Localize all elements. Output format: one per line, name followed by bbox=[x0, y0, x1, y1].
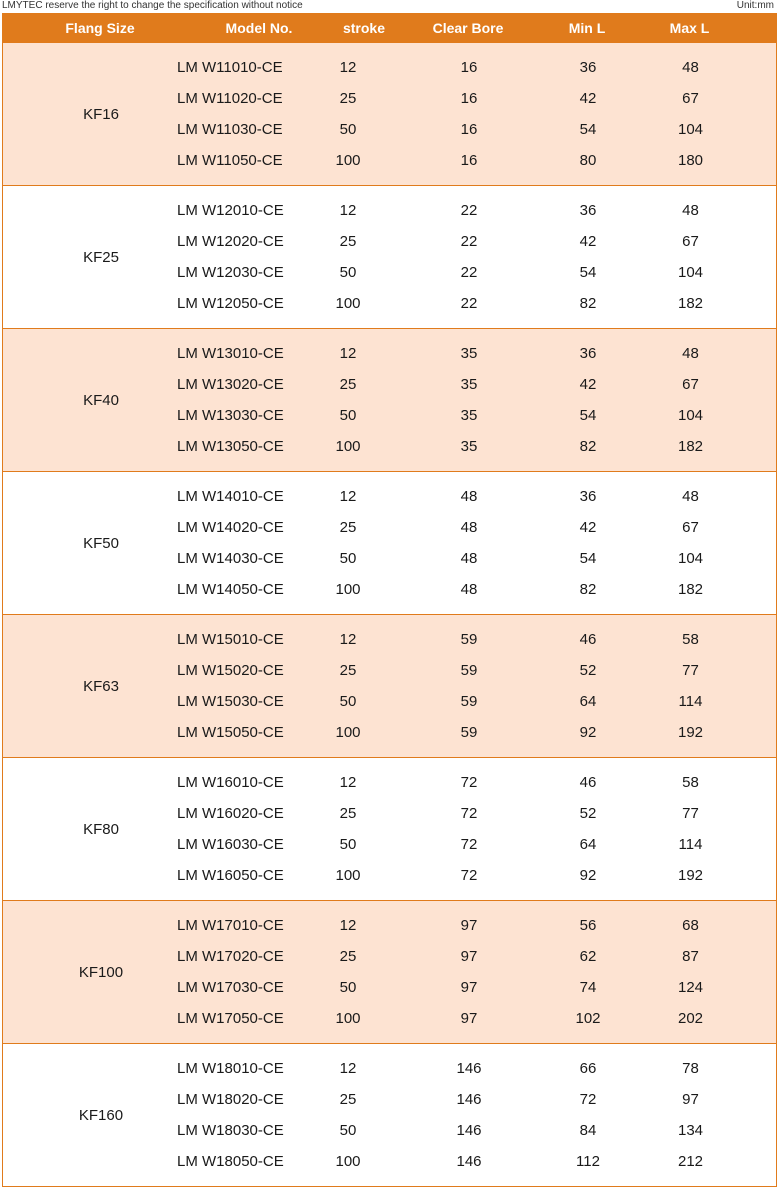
model-cell: LM W14010-CE bbox=[177, 488, 284, 505]
max-l-cell: 192 bbox=[677, 867, 704, 884]
stroke-cell: 100 bbox=[335, 867, 361, 884]
min-l-cell: 36 bbox=[579, 59, 597, 76]
model-cell: LM W17050-CE bbox=[177, 1010, 284, 1027]
stroke-cell: 50 bbox=[339, 693, 357, 710]
table-row bbox=[177, 655, 776, 686]
model-cell: LM W11020-CE bbox=[177, 90, 283, 107]
table-row bbox=[177, 338, 776, 369]
model-cell: LM W15020-CE bbox=[177, 662, 284, 679]
min-l-cell: 42 bbox=[579, 519, 597, 536]
table-header bbox=[2, 13, 777, 43]
min-l-cell: 92 bbox=[579, 867, 597, 884]
table-row bbox=[177, 512, 776, 543]
clear-bore-cell: 72 bbox=[460, 867, 478, 884]
min-l-cell: 46 bbox=[579, 774, 597, 791]
min-l-cell: 84 bbox=[579, 1122, 597, 1139]
max-l-cell: 104 bbox=[677, 407, 704, 424]
table-row bbox=[177, 972, 776, 1003]
stroke-cell: 50 bbox=[339, 121, 357, 138]
table-row bbox=[177, 145, 776, 176]
table-row bbox=[177, 1053, 776, 1084]
max-l-cell: 67 bbox=[682, 519, 699, 536]
max-l-cell: 104 bbox=[677, 550, 704, 567]
stroke-cell: 12 bbox=[339, 1060, 357, 1077]
header-model-no: Model No. bbox=[225, 20, 293, 36]
stroke-cell: 50 bbox=[339, 550, 357, 567]
table-row bbox=[177, 1115, 776, 1146]
max-l-cell: 97 bbox=[682, 1091, 699, 1108]
max-l-cell: 202 bbox=[677, 1010, 704, 1027]
max-l-cell: 124 bbox=[677, 979, 704, 996]
model-cell: LM W18020-CE bbox=[177, 1091, 284, 1108]
stroke-cell: 25 bbox=[339, 519, 357, 536]
model-cell: LM W12020-CE bbox=[177, 233, 284, 250]
stroke-cell: 100 bbox=[335, 152, 361, 169]
max-l-cell: 180 bbox=[677, 152, 704, 169]
max-l-cell: 48 bbox=[682, 345, 699, 362]
flange-size-label: KF16 bbox=[83, 105, 119, 123]
table-row bbox=[177, 195, 776, 226]
model-cell: LM W15050-CE bbox=[177, 724, 284, 741]
flange-size-label: KF50 bbox=[83, 534, 119, 552]
max-l-cell: 77 bbox=[682, 805, 699, 822]
clear-bore-cell: 35 bbox=[460, 376, 478, 393]
clear-bore-cell: 97 bbox=[460, 979, 478, 996]
table-row bbox=[177, 686, 776, 717]
flange-size-label: KF63 bbox=[83, 677, 119, 695]
table-row bbox=[177, 369, 776, 400]
table-row bbox=[177, 717, 776, 748]
stroke-cell: 12 bbox=[339, 917, 357, 934]
min-l-cell: 54 bbox=[579, 121, 597, 138]
clear-bore-cell: 48 bbox=[460, 581, 478, 598]
max-l-cell: 104 bbox=[677, 264, 704, 281]
model-cell: LM W11050-CE bbox=[177, 152, 283, 169]
min-l-cell: 82 bbox=[579, 295, 597, 312]
table-row bbox=[177, 226, 776, 257]
table-row bbox=[177, 400, 776, 431]
model-cell: LM W14020-CE bbox=[177, 519, 284, 536]
max-l-cell: 67 bbox=[682, 376, 699, 393]
flange-group bbox=[2, 1044, 777, 1187]
model-cell: LM W15030-CE bbox=[177, 693, 284, 710]
unit-label: Unit:mm bbox=[736, 0, 774, 11]
min-l-cell: 64 bbox=[579, 693, 597, 710]
model-cell: LM W16050-CE bbox=[177, 867, 284, 884]
table-row bbox=[177, 829, 776, 860]
model-cell: LM W13050-CE bbox=[177, 438, 284, 455]
clear-bore-cell: 72 bbox=[460, 805, 478, 822]
clear-bore-cell: 22 bbox=[460, 295, 478, 312]
stroke-cell: 100 bbox=[335, 1010, 361, 1027]
clear-bore-cell: 35 bbox=[460, 438, 478, 455]
max-l-cell: 114 bbox=[678, 836, 703, 853]
stroke-cell: 25 bbox=[339, 662, 357, 679]
stroke-cell: 25 bbox=[339, 805, 357, 822]
model-cell: LM W17030-CE bbox=[177, 979, 284, 996]
model-cell: LM W17020-CE bbox=[177, 948, 284, 965]
clear-bore-cell: 59 bbox=[460, 631, 478, 648]
flange-size-label: KF100 bbox=[78, 963, 124, 981]
max-l-cell: 212 bbox=[677, 1153, 704, 1170]
min-l-cell: 36 bbox=[579, 202, 597, 219]
table-row bbox=[177, 1146, 776, 1177]
flange-group bbox=[2, 615, 777, 758]
model-cell: LM W13020-CE bbox=[177, 376, 284, 393]
clear-bore-cell: 59 bbox=[460, 693, 478, 710]
clear-bore-cell: 22 bbox=[460, 264, 478, 281]
stroke-cell: 100 bbox=[335, 295, 361, 312]
clear-bore-cell: 146 bbox=[456, 1122, 482, 1139]
model-cell: LM W16020-CE bbox=[177, 805, 284, 822]
model-cell: LM W18050-CE bbox=[177, 1153, 284, 1170]
model-cell: LM W11010-CE bbox=[177, 59, 283, 76]
flange-size-label: KF160 bbox=[78, 1106, 124, 1124]
clear-bore-cell: 48 bbox=[460, 550, 478, 567]
max-l-cell: 67 bbox=[682, 233, 699, 250]
clear-bore-cell: 48 bbox=[460, 488, 478, 505]
table-row bbox=[177, 574, 776, 605]
clear-bore-cell: 146 bbox=[456, 1153, 482, 1170]
clear-bore-cell: 16 bbox=[460, 59, 478, 76]
model-cell: LM W18010-CE bbox=[177, 1060, 284, 1077]
max-l-cell: 48 bbox=[682, 488, 699, 505]
table-row bbox=[177, 1003, 776, 1034]
disclaimer-text: LMYTEC reserve the right to change the specification without notice bbox=[2, 0, 303, 11]
clear-bore-cell: 16 bbox=[460, 152, 478, 169]
min-l-cell: 82 bbox=[579, 581, 597, 598]
min-l-cell: 102 bbox=[575, 1010, 601, 1027]
min-l-cell: 92 bbox=[579, 724, 597, 741]
stroke-cell: 12 bbox=[339, 202, 357, 219]
clear-bore-cell: 72 bbox=[460, 836, 478, 853]
stroke-cell: 12 bbox=[339, 345, 357, 362]
table-row bbox=[177, 83, 776, 114]
max-l-cell: 68 bbox=[682, 917, 699, 934]
stroke-cell: 12 bbox=[339, 59, 357, 76]
clear-bore-cell: 48 bbox=[460, 519, 478, 536]
flange-group bbox=[2, 472, 777, 615]
stroke-cell: 25 bbox=[339, 90, 357, 107]
model-cell: LM W16010-CE bbox=[177, 774, 284, 791]
model-cell: LM W12050-CE bbox=[177, 295, 284, 312]
flange-group bbox=[2, 43, 777, 186]
max-l-cell: 87 bbox=[682, 948, 699, 965]
min-l-cell: 42 bbox=[579, 376, 597, 393]
min-l-cell: 54 bbox=[579, 550, 597, 567]
min-l-cell: 74 bbox=[579, 979, 597, 996]
max-l-cell: 58 bbox=[682, 631, 699, 648]
stroke-cell: 25 bbox=[339, 376, 357, 393]
stroke-cell: 50 bbox=[339, 407, 357, 424]
flange-group bbox=[2, 329, 777, 472]
min-l-cell: 66 bbox=[579, 1060, 597, 1077]
model-cell: LM W17010-CE bbox=[177, 917, 284, 934]
header-max-l: Max L bbox=[669, 20, 710, 36]
table-row bbox=[177, 114, 776, 145]
min-l-cell: 62 bbox=[579, 948, 597, 965]
header-clear-bore: Clear Bore bbox=[432, 20, 504, 36]
table-row bbox=[177, 798, 776, 829]
model-cell: LM W12030-CE bbox=[177, 264, 284, 281]
min-l-cell: 42 bbox=[579, 233, 597, 250]
header-stroke: stroke bbox=[342, 20, 386, 36]
flange-size-label: KF80 bbox=[83, 820, 119, 838]
flange-group bbox=[2, 901, 777, 1044]
min-l-cell: 52 bbox=[579, 662, 597, 679]
min-l-cell: 56 bbox=[579, 917, 597, 934]
clear-bore-cell: 35 bbox=[460, 407, 478, 424]
table-row bbox=[177, 624, 776, 655]
model-cell: LM W15010-CE bbox=[177, 631, 284, 648]
clear-bore-cell: 35 bbox=[460, 345, 478, 362]
min-l-cell: 112 bbox=[576, 1153, 600, 1170]
stroke-cell: 50 bbox=[339, 836, 357, 853]
clear-bore-cell: 16 bbox=[460, 121, 478, 138]
table-row bbox=[177, 288, 776, 319]
table-row bbox=[177, 860, 776, 891]
flange-group bbox=[2, 186, 777, 329]
stroke-cell: 100 bbox=[335, 724, 361, 741]
model-cell: LM W14030-CE bbox=[177, 550, 284, 567]
max-l-cell: 114 bbox=[678, 693, 703, 710]
min-l-cell: 82 bbox=[579, 438, 597, 455]
clear-bore-cell: 72 bbox=[460, 774, 478, 791]
stroke-cell: 25 bbox=[339, 233, 357, 250]
clear-bore-cell: 16 bbox=[460, 90, 478, 107]
min-l-cell: 52 bbox=[579, 805, 597, 822]
max-l-cell: 77 bbox=[682, 662, 699, 679]
model-cell: LM W13030-CE bbox=[177, 407, 284, 424]
top-note-bar bbox=[0, 0, 780, 13]
max-l-cell: 104 bbox=[677, 121, 704, 138]
stroke-cell: 100 bbox=[335, 1153, 361, 1170]
model-cell: LM W13010-CE bbox=[177, 345, 284, 362]
model-cell: LM W16030-CE bbox=[177, 836, 284, 853]
min-l-cell: 54 bbox=[579, 264, 597, 281]
min-l-cell: 46 bbox=[579, 631, 597, 648]
clear-bore-cell: 146 bbox=[456, 1060, 482, 1077]
table-row bbox=[177, 910, 776, 941]
flange-group bbox=[2, 758, 777, 901]
flange-size-label: KF40 bbox=[83, 391, 119, 409]
min-l-cell: 36 bbox=[579, 345, 597, 362]
max-l-cell: 58 bbox=[682, 774, 699, 791]
max-l-cell: 78 bbox=[682, 1060, 699, 1077]
clear-bore-cell: 59 bbox=[460, 662, 478, 679]
min-l-cell: 72 bbox=[579, 1091, 597, 1108]
min-l-cell: 42 bbox=[579, 90, 597, 107]
table-row bbox=[177, 431, 776, 462]
clear-bore-cell: 97 bbox=[460, 917, 478, 934]
min-l-cell: 36 bbox=[579, 488, 597, 505]
spec-table bbox=[2, 13, 777, 1187]
table-row bbox=[177, 481, 776, 512]
stroke-cell: 100 bbox=[335, 581, 361, 598]
model-cell: LM W12010-CE bbox=[177, 202, 284, 219]
table-row bbox=[177, 543, 776, 574]
model-cell: LM W18030-CE bbox=[177, 1122, 284, 1139]
clear-bore-cell: 97 bbox=[460, 948, 478, 965]
max-l-cell: 182 bbox=[677, 295, 704, 312]
max-l-cell: 67 bbox=[682, 90, 699, 107]
table-row bbox=[177, 52, 776, 83]
table-row bbox=[177, 257, 776, 288]
table-body bbox=[2, 43, 777, 1187]
stroke-cell: 12 bbox=[339, 774, 357, 791]
clear-bore-cell: 22 bbox=[460, 233, 478, 250]
stroke-cell: 25 bbox=[339, 1091, 357, 1108]
max-l-cell: 192 bbox=[677, 724, 704, 741]
max-l-cell: 48 bbox=[682, 202, 699, 219]
model-cell: LM W14050-CE bbox=[177, 581, 284, 598]
clear-bore-cell: 97 bbox=[460, 1010, 478, 1027]
table-row bbox=[177, 1084, 776, 1115]
max-l-cell: 48 bbox=[682, 59, 699, 76]
stroke-cell: 100 bbox=[335, 438, 361, 455]
header-flang-size: Flang Size bbox=[65, 20, 135, 36]
table-row bbox=[177, 767, 776, 798]
table-row bbox=[177, 941, 776, 972]
min-l-cell: 54 bbox=[579, 407, 597, 424]
stroke-cell: 12 bbox=[339, 631, 357, 648]
stroke-cell: 25 bbox=[339, 948, 357, 965]
clear-bore-cell: 59 bbox=[460, 724, 478, 741]
min-l-cell: 80 bbox=[579, 152, 597, 169]
max-l-cell: 182 bbox=[677, 581, 704, 598]
max-l-cell: 182 bbox=[677, 438, 704, 455]
stroke-cell: 50 bbox=[339, 264, 357, 281]
stroke-cell: 50 bbox=[339, 979, 357, 996]
header-min-l: Min L bbox=[568, 20, 606, 36]
min-l-cell: 64 bbox=[579, 836, 597, 853]
clear-bore-cell: 146 bbox=[456, 1091, 482, 1108]
flange-size-label: KF25 bbox=[83, 248, 119, 266]
model-cell: LM W11030-CE bbox=[177, 121, 283, 138]
stroke-cell: 50 bbox=[339, 1122, 357, 1139]
stroke-cell: 12 bbox=[339, 488, 357, 505]
max-l-cell: 134 bbox=[677, 1122, 704, 1139]
clear-bore-cell: 22 bbox=[460, 202, 478, 219]
